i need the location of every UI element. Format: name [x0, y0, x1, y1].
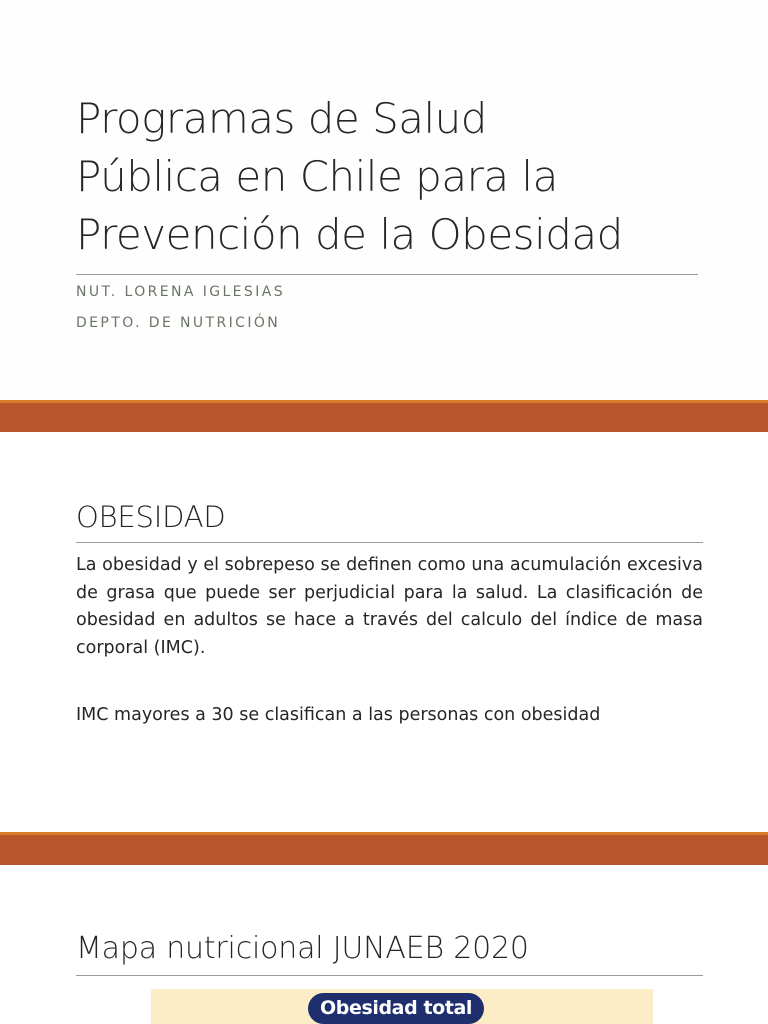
- section-heading-mapa: Mapa nutricional JUNAEB 2020: [76, 931, 529, 966]
- department-name: DEPTO. DE NUTRICIÓN: [76, 315, 281, 331]
- title-slide: [0, 0, 768, 400]
- section-heading-obesidad: OBESIDAD: [76, 500, 226, 534]
- heading-divider: [76, 975, 703, 976]
- title-line-1: Programas de Salud: [76, 94, 487, 143]
- heading-divider: [76, 542, 703, 543]
- separator-bar: [0, 403, 768, 432]
- obesity-definition-slide: [0, 432, 768, 832]
- author-name: NUT. LORENA IGLESIAS: [76, 284, 286, 300]
- definition-paragraph: La obesidad y el sobrepeso se definen como una acumulación excesiva de grasa que puede ser perjudicial para la salud. La clasificación de obesidad en adultos se hace a través del calculo del índice de masa corporal (IMC).: [76, 555, 703, 658]
- presentation-title: [76, 90, 706, 264]
- title-line-3: Prevención de la Obesidad: [76, 210, 623, 259]
- title-line-2: Pública en Chile para la: [76, 152, 558, 201]
- title-divider: [76, 274, 698, 275]
- imc-paragraph: IMC mayores a 30 se clasifican a las personas con obesidad: [76, 705, 601, 725]
- separator-bar: [0, 835, 768, 865]
- map-figure-panel: [151, 989, 653, 1024]
- slide-separator-1: [0, 400, 768, 432]
- slide-separator-2: [0, 832, 768, 865]
- obesity-total-badge: Obesidad total: [308, 993, 484, 1024]
- nutrition-map-slide: [0, 865, 768, 1024]
